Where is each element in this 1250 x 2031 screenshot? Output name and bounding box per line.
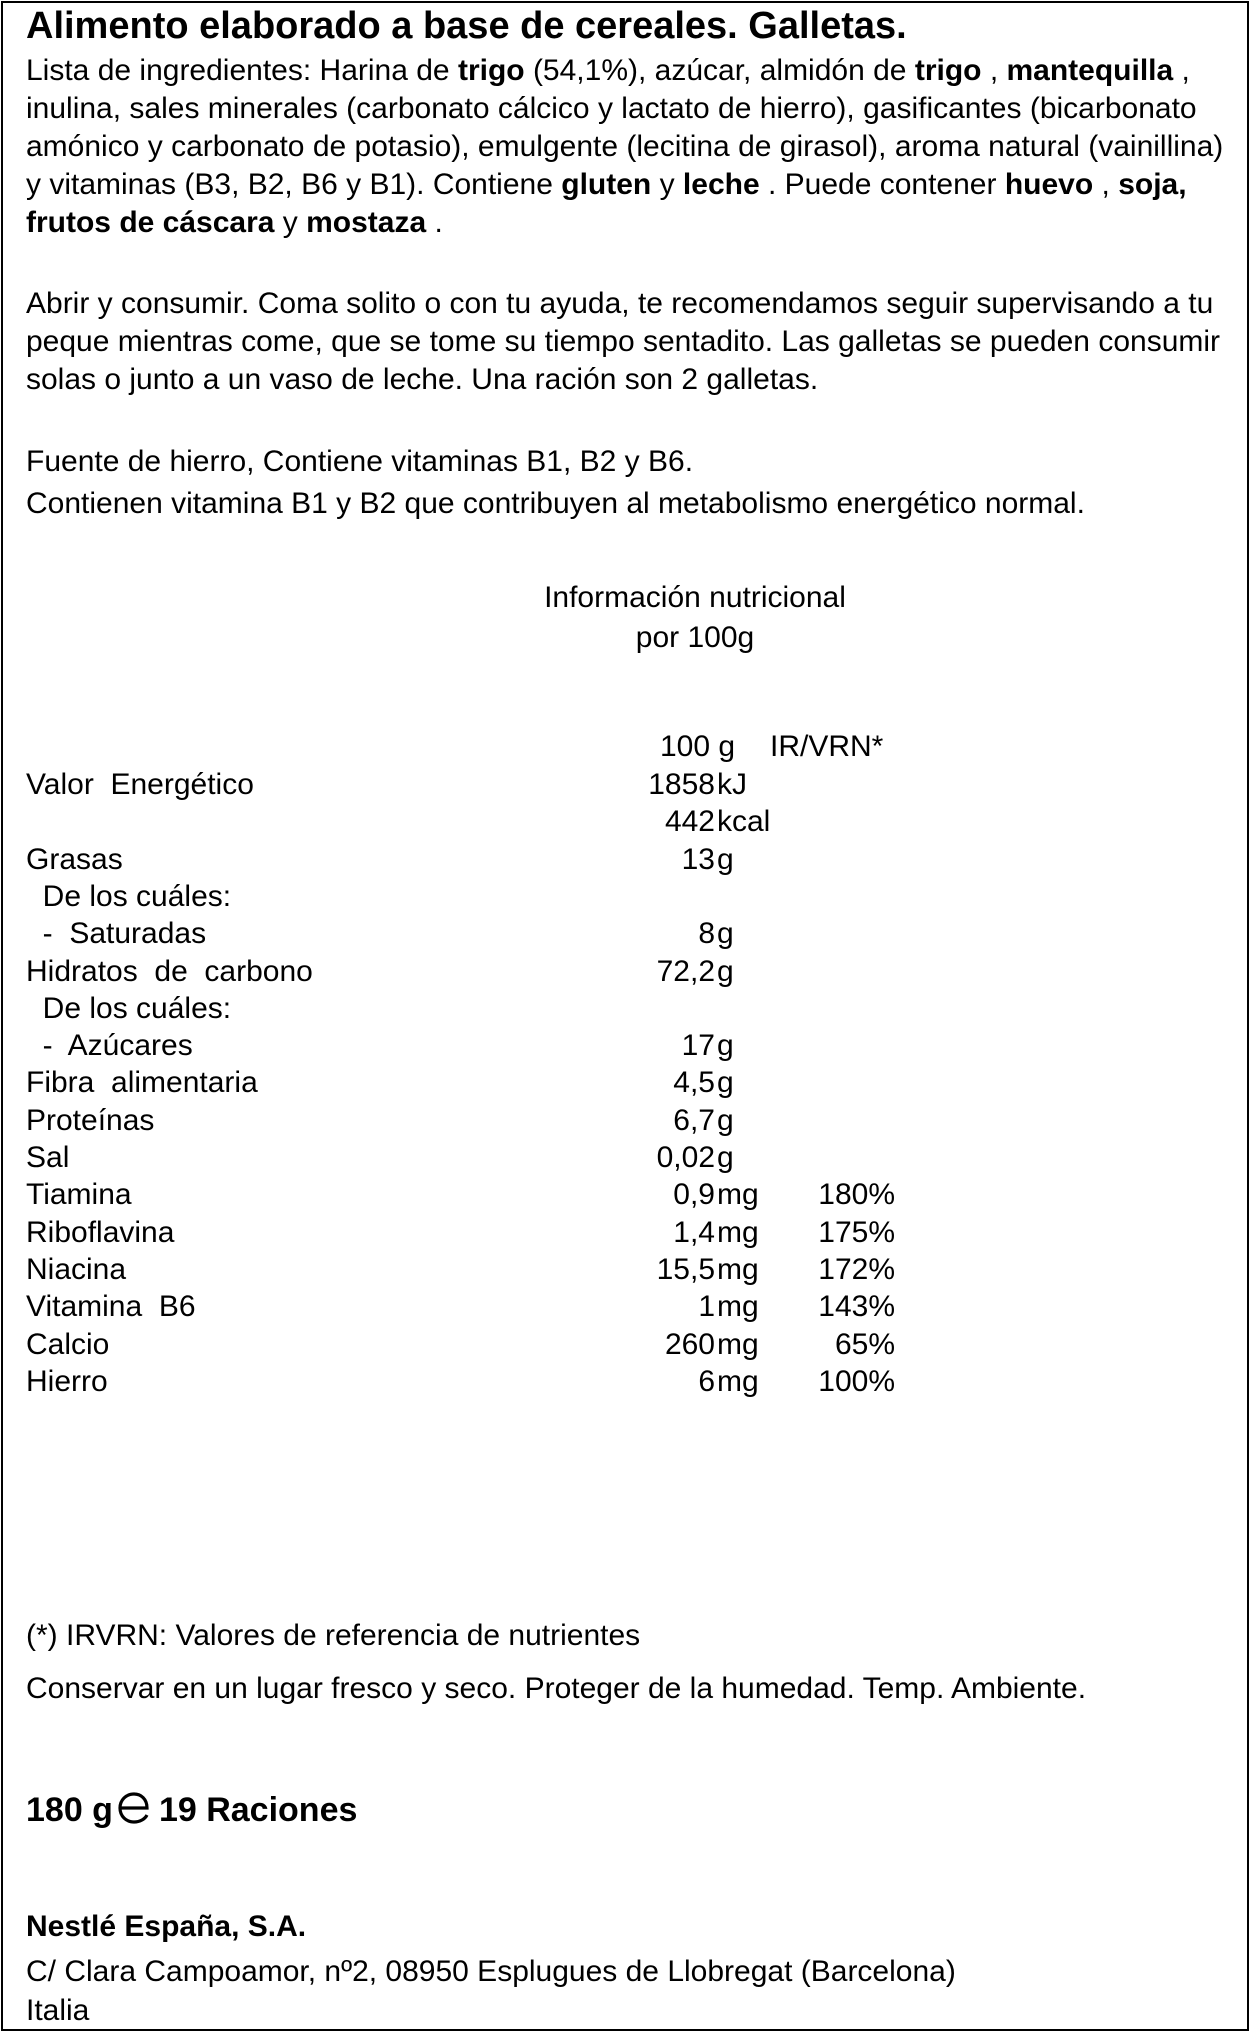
nutrient-value: 1: [698, 1290, 715, 1324]
nutrient-label: Valor Energético: [26, 768, 254, 801]
nutrition-row: [0, 1363, 1250, 1400]
nutrient-unit: kcal: [717, 805, 771, 839]
country-of-origin: Italia: [26, 1994, 90, 2027]
nutrition-row: [0, 878, 1250, 915]
nutrient-ir-percent: 175%: [818, 1215, 895, 1249]
nutrient-label: De los cuáles:: [26, 991, 232, 1025]
nutrient-value: 0,02: [656, 1141, 715, 1174]
nutrient-value: 442: [664, 805, 715, 839]
nutrient-unit: mg: [717, 1327, 759, 1361]
nutrient-label: - Azúcares: [26, 1029, 193, 1063]
nutrient-label: Hidratos de carbono: [26, 954, 313, 988]
nutrient-unit: mg: [717, 1178, 759, 1212]
nutrition-row: [0, 1139, 1250, 1176]
ingredient-text: ,: [1093, 168, 1119, 201]
nutrient-unit: g: [717, 1029, 734, 1063]
allergen-text: mantequilla: [1006, 54, 1174, 87]
nutrition-claim-iron: Fuente de hierro, Contiene vitaminas B1, B2 y B6.: [26, 445, 694, 478]
nutrient-label: Sal: [26, 1141, 70, 1174]
nutrient-label: De los cuáles:: [26, 879, 232, 913]
nutrition-row: [0, 1064, 1250, 1101]
nutrient-label: Tiamina: [26, 1178, 132, 1212]
nutrient-unit: g: [717, 842, 734, 876]
nutrient-ir-percent: 143%: [818, 1290, 895, 1324]
column-header-100g: 100 g: [660, 730, 736, 763]
nutrition-row: [0, 1176, 1250, 1213]
net-quantity: [26, 1790, 357, 1830]
nutrition-row: [0, 953, 1250, 990]
nutrient-unit: mg: [717, 1215, 759, 1249]
nutrient-value: 6: [698, 1364, 715, 1398]
product-title: Alimento elaborado a base de cereales. Galletas.: [26, 5, 907, 47]
estimated-e-mark-icon: [117, 1791, 151, 1825]
nutrient-value: 1858: [648, 768, 715, 801]
nutrition-row: [0, 841, 1250, 878]
nutrition-row: [0, 915, 1250, 952]
ingredient-text: . Puede contener: [759, 168, 1005, 201]
ingredient-text: , inulina, sales minerales (carbonato cálcico y lactato de hierro), gasificantes (bicarbonato amónico y carbonato de potasio), emulgente (lecitina de girasol), aroma natural (vainillina) y vitaminas (B3, B2, B6 y B1). Contiene: [26, 54, 1224, 201]
allergen-text: trigo: [914, 54, 982, 87]
ingredient-text: ,: [981, 54, 1007, 87]
nutrition-row: [0, 766, 1250, 803]
nutrition-row: [0, 1214, 1250, 1251]
nutrition-row: [0, 803, 1250, 840]
portions: 19 Raciones: [158, 1791, 358, 1829]
nutrient-label: Hierro: [26, 1364, 108, 1398]
nutrient-label: Riboflavina: [26, 1215, 175, 1249]
nutrient-label: Niacina: [26, 1252, 127, 1286]
nutrient-label: Fibra alimentaria: [26, 1066, 258, 1100]
allergen-text: trigo: [457, 54, 525, 87]
nutrition-row: [0, 1326, 1250, 1363]
nutrient-ir-percent: 100%: [818, 1364, 895, 1398]
allergen-text: soja, frutos de cáscara: [26, 168, 1187, 239]
nutrient-unit: g: [717, 917, 734, 951]
nutrient-value: 4,5: [673, 1066, 715, 1100]
nutrient-unit: g: [717, 1103, 734, 1137]
allergen-text: gluten: [561, 168, 652, 201]
allergen-text: leche: [682, 168, 760, 201]
usage-instructions: Abrir y consumir. Coma solito o con tu ayuda, te recomendamos seguir supervisando a tu peque mientras come, que se tome su tiempo sentadito. Las galletas se pueden consumir solas o junto a un vaso de leche. Una ración son 2 galletas.: [26, 287, 1221, 396]
nutrient-value: 0,9: [673, 1178, 715, 1212]
nutrient-ir-percent: 172%: [818, 1252, 895, 1286]
ingredients-list: [26, 52, 1226, 242]
nutrient-ir-percent: 180%: [818, 1178, 895, 1212]
nutrient-label: Vitamina B6: [26, 1290, 196, 1324]
company-name: Nestlé España, S.A.: [26, 1910, 307, 1943]
nutrient-value: 17: [681, 1029, 715, 1063]
nutrient-label: Proteínas: [26, 1103, 155, 1137]
nutrition-row: [0, 1027, 1250, 1064]
nutrient-value: 1,4: [673, 1215, 715, 1249]
nutrient-label: Calcio: [26, 1327, 110, 1361]
nutrition-claim-vitamins: Contienen vitamina B1 y B2 que contribuyen al metabolismo energético normal.: [26, 487, 1085, 520]
nutrient-value: 13: [681, 842, 715, 876]
net-weight: 180 g: [26, 1791, 113, 1829]
company-address: C/ Clara Campoamor, nº2, 08950 Esplugues de Llobregat (Barcelona): [26, 1955, 956, 1988]
nutrition-heading: Información nutricional: [544, 581, 846, 614]
nutrient-unit: g: [717, 1066, 734, 1100]
allergen-text: mostaza: [306, 206, 427, 239]
nutrient-value: 6,7: [673, 1103, 715, 1137]
storage-instructions: Conservar en un lugar fresco y seco. Proteger de la humedad. Temp. Ambiente.: [26, 1672, 1087, 1705]
nutrient-unit: kJ: [717, 768, 747, 801]
ingredient-text: Lista de ingredientes: Harina de: [26, 54, 458, 87]
nutrient-value: 8: [698, 917, 715, 951]
nutrition-subheading: por 100g: [635, 621, 755, 654]
ingredient-text: y: [274, 206, 307, 239]
nutrient-value: 15,5: [656, 1252, 715, 1286]
nutrient-unit: g: [717, 1141, 734, 1174]
nutrition-row: [0, 990, 1250, 1027]
footnote: (*) IRVRN: Valores de referencia de nutrientes: [26, 1619, 641, 1652]
nutrient-unit: mg: [717, 1252, 759, 1286]
nutrient-label: - Saturadas: [26, 917, 207, 951]
ingredient-text: .: [426, 206, 443, 239]
nutrient-unit: mg: [717, 1290, 759, 1324]
nutrition-row: [0, 1102, 1250, 1139]
nutrition-row: [0, 1288, 1250, 1325]
ingredient-text: y: [651, 168, 683, 201]
ingredient-text: (54,1%), azúcar, almidón de: [524, 54, 915, 87]
nutrition-row: [0, 1251, 1250, 1288]
allergen-text: huevo: [1004, 168, 1094, 201]
nutrient-ir-percent: 65%: [834, 1327, 895, 1361]
nutrient-unit: g: [717, 954, 734, 988]
nutrient-value: 260: [664, 1327, 715, 1361]
nutrient-label: Grasas: [26, 842, 123, 876]
column-header-ir-vrn: IR/VRN*: [770, 730, 884, 763]
nutrient-value: 72,2: [656, 954, 715, 988]
nutrient-unit: mg: [717, 1364, 759, 1398]
